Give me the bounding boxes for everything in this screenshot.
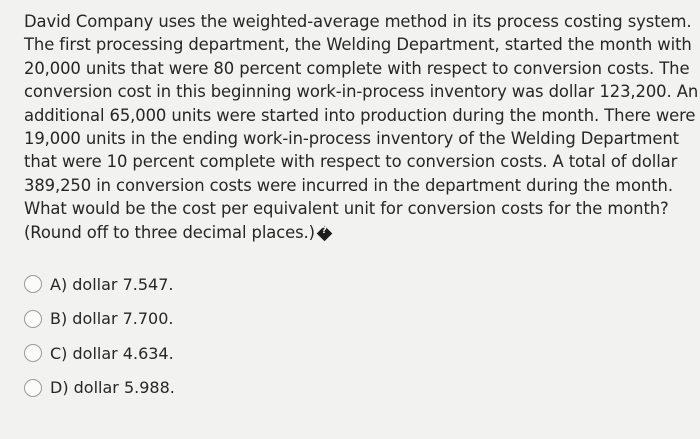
answer-options — [24, 267, 680, 405]
radio-button-b[interactable] — [24, 310, 42, 328]
question-line: David Company uses the weighted-average method in its process costing system. — [24, 12, 692, 31]
question-line: 389,250 in conversion costs were incurred in the department during the month. — [24, 175, 673, 195]
option-a[interactable] — [24, 267, 680, 302]
option-b[interactable] — [24, 302, 680, 337]
replacement-character-icon — [317, 225, 333, 241]
option-d-label: D) dollar 5.988. — [50, 378, 175, 398]
question-last-line — [24, 221, 680, 244]
question-line: The first processing department, the Welding Department, started the month with — [24, 35, 692, 55]
question-line: (Round off to three decimal places.) — [24, 222, 315, 242]
option-a-label: A) dollar 7.547. — [50, 274, 174, 294]
question-text — [24, 10, 699, 244]
radio-button-d[interactable] — [24, 379, 42, 397]
question-line: 20,000 units that were 80 percent complete with respect to conversion costs. The — [24, 58, 690, 78]
option-d[interactable] — [24, 371, 680, 406]
question-line: 19,000 units in the ending work-in-process inventory of the Welding Department — [24, 129, 679, 149]
question-line: What would be the cost per equivalent unit for conversion costs for the month? — [24, 199, 669, 219]
question-line: that were 10 percent complete with respect to conversion costs. A total of dollar — [24, 152, 678, 172]
radio-button-c[interactable] — [24, 344, 42, 362]
option-c-label: C) dollar 4.634. — [50, 343, 174, 363]
option-b-label: B) dollar 7.700. — [50, 309, 174, 329]
question-line: additional 65,000 units were started into production during the month. There were — [24, 105, 696, 125]
option-c[interactable] — [24, 336, 680, 371]
question-line: conversion cost in this beginning work-in-process inventory was dollar 123,200. An — [24, 82, 699, 102]
radio-button-a[interactable] — [24, 275, 42, 293]
